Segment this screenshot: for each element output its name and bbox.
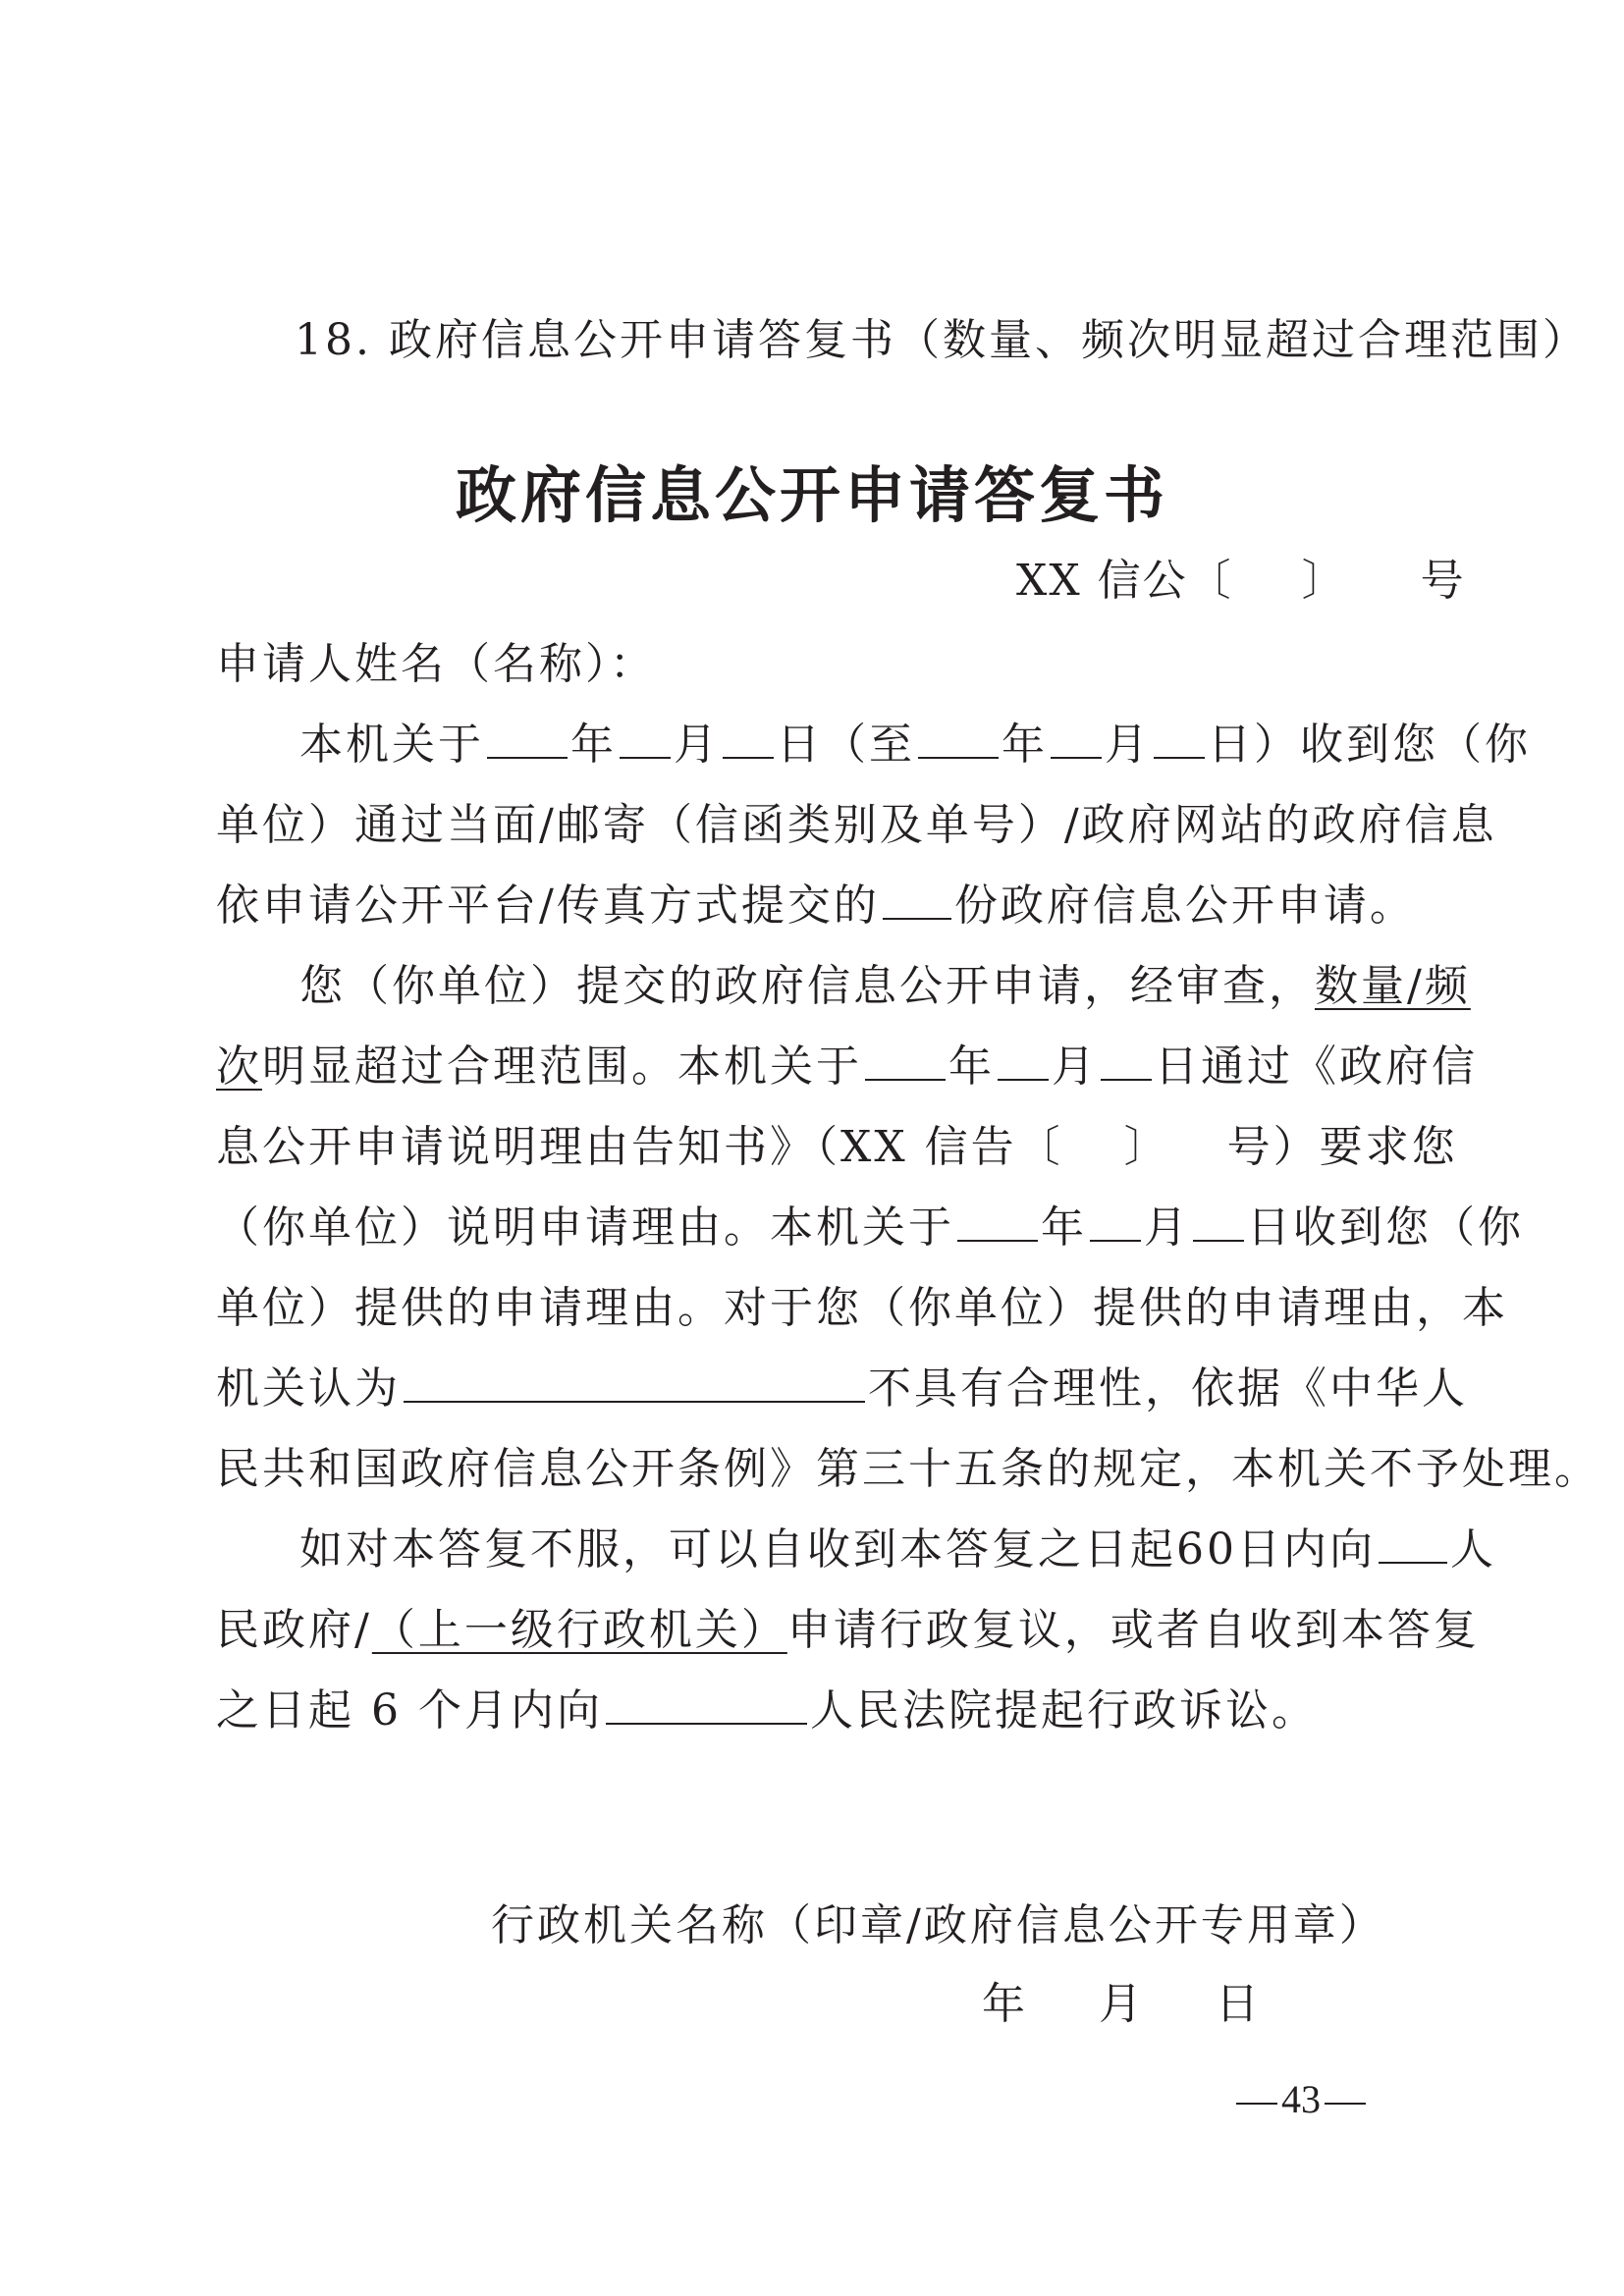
text: 本机关于: [299, 720, 484, 770]
paragraph2-line5: 单位）提供的申请理由。对于您（你单位）提供的申请理由，本: [216, 1283, 1508, 1333]
year-blank[interactable]: [865, 1041, 946, 1081]
paragraph1-line2: 单位）通过当面/邮寄（信函类别及单号）/政府网站的政府信息: [216, 800, 1497, 850]
text: 申请行政复议，或者自收到本答复: [786, 1605, 1480, 1655]
addressee: 申请人姓名（名称）：: [216, 639, 656, 689]
count-blank[interactable]: [883, 881, 951, 920]
document-title: 政府信息公开申请答复书: [455, 459, 1168, 531]
court-blank[interactable]: [606, 1685, 807, 1725]
text: 民政府/: [216, 1605, 372, 1655]
text: 机关认为: [216, 1363, 401, 1414]
year-blank[interactable]: [487, 720, 568, 759]
date-year-label: 年: [982, 1979, 1025, 2029]
page-number: [1232, 2076, 1370, 2122]
month-blank[interactable]: [620, 720, 671, 759]
paragraph2-line3: [216, 1111, 1458, 1174]
text: 日收到您（你: [1247, 1202, 1524, 1253]
text: 如对本答复不服，可以自收到本答复之日起60日内向: [299, 1524, 1376, 1575]
text: 月: [674, 720, 720, 770]
paragraph1-line3: [216, 870, 1416, 933]
text: 年: [1001, 720, 1048, 770]
text: 之日起 6 个月内向: [216, 1685, 603, 1735]
text: 依申请公开平台/传真方式提交的: [216, 881, 880, 931]
government-blank[interactable]: [1379, 1524, 1447, 1564]
text: 人民法院提起行政诉讼。: [809, 1685, 1318, 1735]
text: 明显超过合理范围。本机关于: [262, 1041, 862, 1092]
document-number-prefix: XX 信公〔: [1016, 556, 1233, 606]
text: 份政府信息公开申请。: [953, 881, 1416, 931]
underlined-text: 次: [216, 1041, 262, 1092]
paragraph2-line1: [299, 950, 1471, 1013]
day-blank[interactable]: [1193, 1202, 1244, 1242]
text: 〕: [1123, 1122, 1170, 1172]
year-blank[interactable]: [957, 1202, 1038, 1242]
signature-line: 行政机关名称（印章/政府信息公开专用章）: [491, 1900, 1385, 1950]
signature-date: [982, 1968, 1259, 2031]
paragraph2-line7: 民共和国政府信息公开条例》第三十五条的规定，本机关不予处理。: [216, 1444, 1600, 1494]
text: 日）收到您（你: [1208, 720, 1531, 770]
date-month-label: 月: [1099, 1979, 1142, 2029]
day-blank[interactable]: [1154, 720, 1205, 759]
text: 您（你单位）提交的政府信息公开申请，经审查，: [299, 961, 1315, 1011]
text: 日通过《政府信: [1155, 1041, 1478, 1092]
month-blank[interactable]: [1090, 1202, 1141, 1242]
text: 月: [1052, 1041, 1098, 1092]
day-blank[interactable]: [723, 720, 774, 759]
paragraph1-line1: [299, 709, 1531, 772]
text: 年: [1041, 1202, 1087, 1253]
page-number-value: 43: [1281, 2077, 1321, 2121]
text: 月: [1144, 1202, 1190, 1253]
underlined-text: 数量/频: [1315, 961, 1471, 1011]
text: 年: [948, 1041, 995, 1092]
paragraph2-line4: [216, 1192, 1524, 1255]
date-day-label: 日: [1216, 1979, 1259, 2029]
month-blank[interactable]: [998, 1041, 1049, 1081]
text: 日（至: [777, 720, 915, 770]
text: 人: [1450, 1524, 1496, 1575]
paragraph2-line6: [216, 1353, 1468, 1415]
reason-blank[interactable]: [404, 1363, 865, 1403]
document-number: [1016, 545, 1466, 608]
text: 号）要求您: [1226, 1122, 1458, 1172]
year-blank[interactable]: [918, 720, 999, 759]
paragraph2-line2: [216, 1031, 1478, 1094]
text: 月: [1105, 720, 1151, 770]
document-number-close: 〕: [1301, 556, 1347, 606]
document-number-suffix: 号: [1420, 556, 1466, 606]
paragraph3-line2: [216, 1594, 1480, 1657]
month-blank[interactable]: [1051, 720, 1102, 759]
paragraph3-line3: [216, 1675, 1318, 1737]
text: 年: [570, 720, 617, 770]
paragraph3-line1: [299, 1514, 1496, 1576]
text: 息公开申请说明理由告知书》（XX 信告〔: [216, 1122, 1063, 1172]
text: （你单位）说明申请理由。本机关于: [216, 1202, 954, 1253]
section-heading: 18. 政府信息公开申请答复书（数量、频次明显超过合理范围）: [295, 315, 1589, 365]
text: 不具有合理性，依据《中华人: [868, 1363, 1468, 1414]
underlined-text: （上一级行政机关）: [371, 1605, 787, 1655]
day-blank[interactable]: [1101, 1041, 1152, 1081]
